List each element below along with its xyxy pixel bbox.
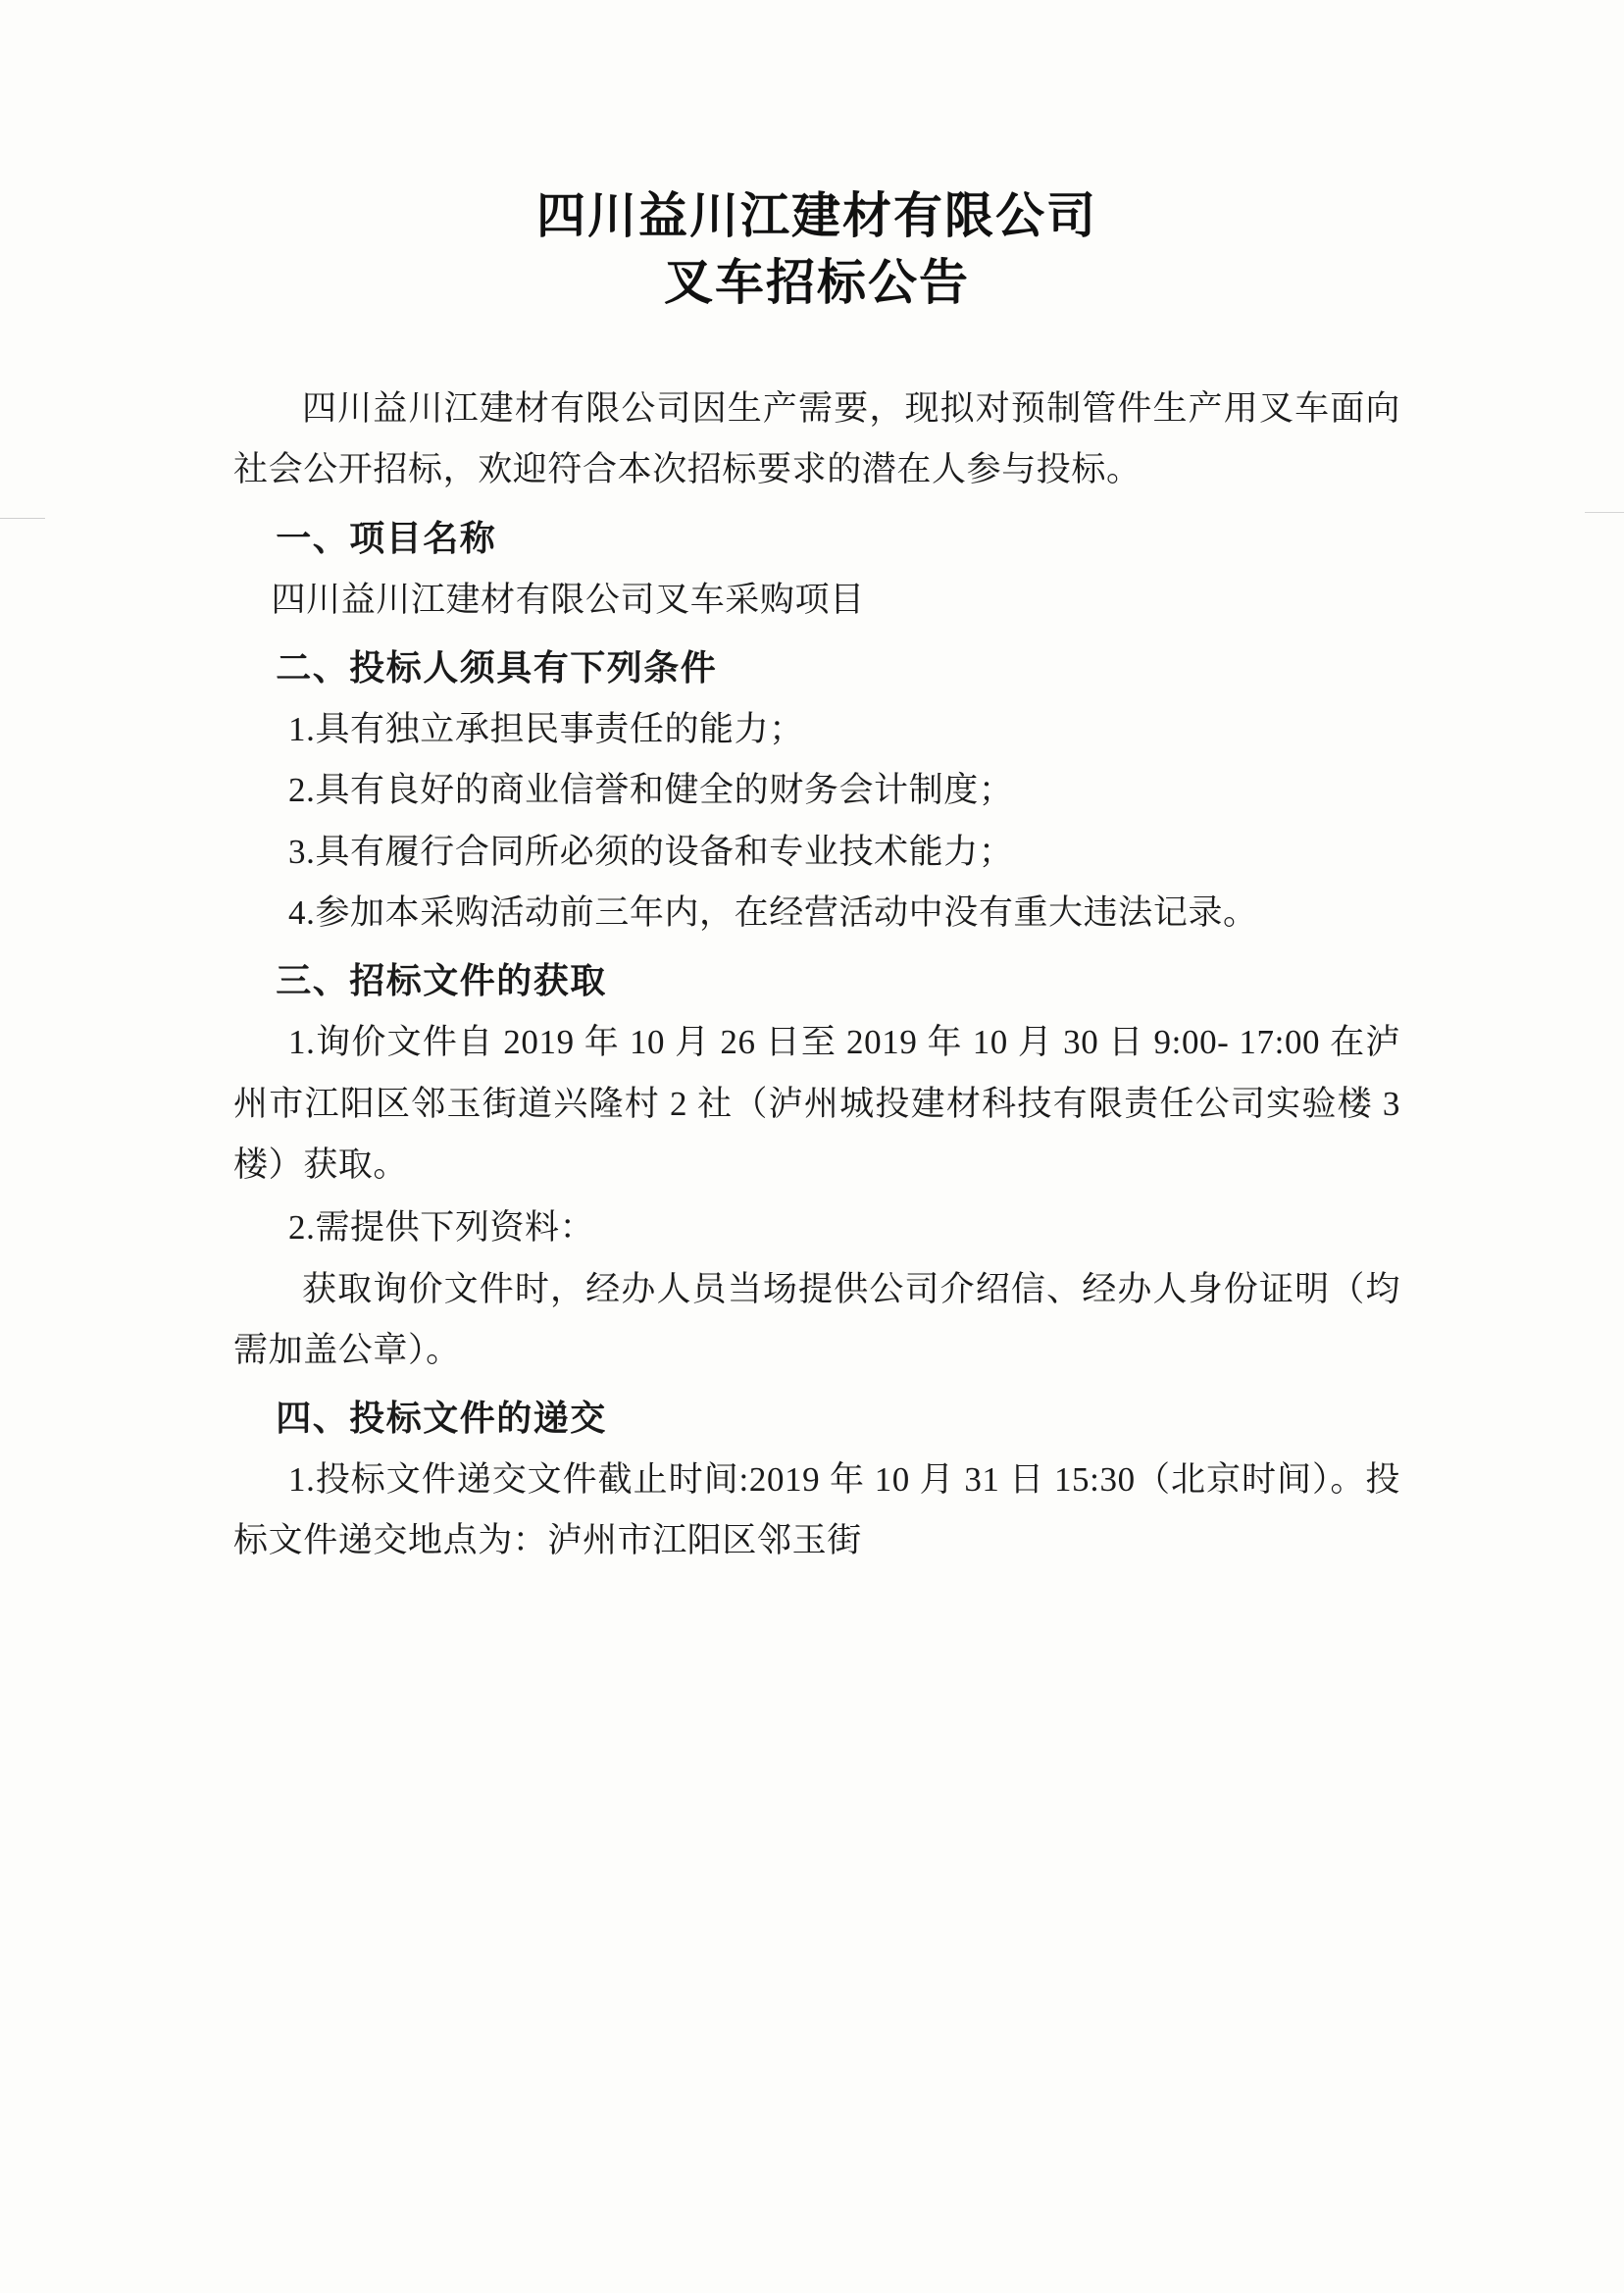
section-heading-4: 四、投标文件的递交 — [276, 1398, 607, 1440]
scan-artifact-left — [0, 518, 45, 519]
section-2-paragraph-1: 1.具有独立承担民事责任的能力； — [288, 710, 804, 749]
section-2-paragraph-4: 4.参加本采购活动前三年内，在经营活动中没有重大违法记录。 — [288, 892, 1258, 932]
document-body — [233, 379, 1400, 1572]
section-3-paragraph-3: 获取询价文件时，经办人员当场提供公司介绍信、经办人身份证明（均需加盖公章）。 — [233, 1269, 1400, 1369]
title-line-2: 叉车招标公告 — [664, 253, 970, 311]
section-heading-1: 一、项目名称 — [276, 517, 497, 559]
intro-paragraph: 四川益川江建材有限公司因生产需要，现拟对预制管件生产用叉车面向社会公开招标，欢迎符合本次招标要求的潜在人参与投标。 — [233, 389, 1400, 489]
section-1-paragraph-1: 四川益川江建材有限公司叉车采购项目 — [271, 580, 865, 619]
section-3-paragraph-1: 1.询价文件自 2019 年 10 月 26 日至 2019 年 10 月 30 日 9:00- 17:00 在泸州市江阳区邻玉街道兴隆村 2 社（泸州城投建材科技有限责任公司实验楼 3 楼）获取。 — [233, 1023, 1400, 1184]
section-heading-3: 三、招标文件的获取 — [276, 960, 607, 1002]
title-line-1: 四川益川江建材有限公司 — [536, 186, 1097, 244]
section-heading-2: 二、投标人须具有下列条件 — [276, 646, 718, 688]
document-title — [233, 182, 1400, 316]
scan-artifact-right — [1585, 512, 1624, 513]
section-2-paragraph-2: 2.具有良好的商业信誉和健全的财务会计制度； — [288, 771, 1014, 810]
document-content — [233, 182, 1400, 1572]
section-2-paragraph-3: 3.具有履行合同所必须的设备和专业技术能力； — [288, 832, 1014, 871]
section-4-paragraph-1: 1.投标文件递交文件截止时间:2019 年 10 月 31 日 15:30（北京时间）。投标文件递交地点为：泸州市江阳区邻玉街 — [233, 1460, 1400, 1560]
section-3-paragraph-2: 2.需提供下列资料： — [288, 1208, 595, 1248]
